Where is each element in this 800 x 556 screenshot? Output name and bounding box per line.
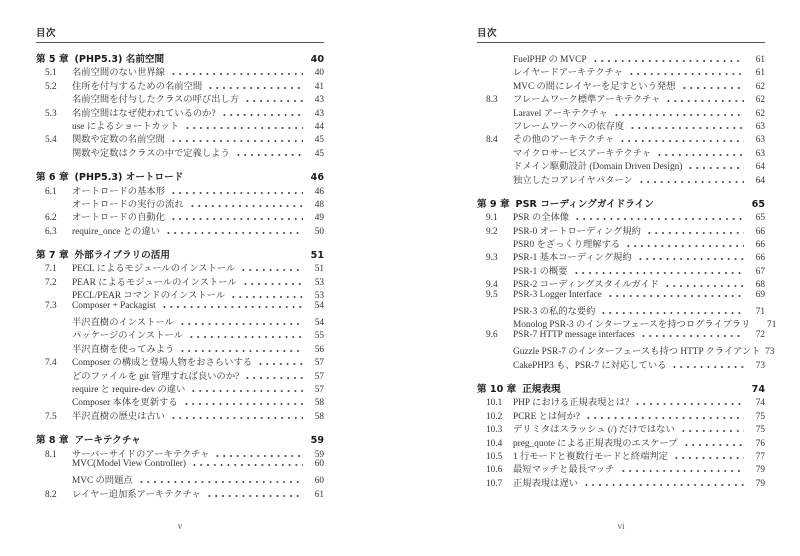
leader-dots bbox=[607, 295, 744, 297]
toc-entry bbox=[36, 408, 324, 421]
entry-chapter-label: 第 10 章 bbox=[477, 383, 517, 395]
entry-title: 独立したコアレイヤパターン bbox=[513, 175, 633, 186]
entry-page-number: 50 bbox=[314, 226, 324, 237]
entry-number: 7.1 bbox=[45, 264, 57, 275]
toc-entry bbox=[477, 236, 765, 249]
toc-entry bbox=[36, 223, 324, 236]
entry-number: 9.6 bbox=[486, 329, 498, 340]
leader-dots bbox=[681, 87, 745, 89]
toc-entry bbox=[36, 472, 324, 485]
entry-title: オートロードの自動化 bbox=[72, 213, 165, 224]
entry-title: PCRE とは何か? bbox=[513, 411, 580, 422]
toc-entry bbox=[477, 172, 765, 185]
leader-dots bbox=[183, 403, 303, 405]
toc-entry bbox=[36, 78, 324, 91]
toc-entry bbox=[477, 330, 765, 343]
leader-dots bbox=[680, 430, 744, 432]
toc-entry bbox=[477, 158, 765, 171]
entry-number: 10.5 bbox=[486, 451, 503, 462]
entry-title: 住所を付与するための名前空間 bbox=[72, 81, 203, 92]
toc-entry bbox=[477, 105, 765, 118]
entry-title: パッケージのインストール bbox=[72, 331, 183, 342]
toc-entry bbox=[36, 381, 324, 394]
toc-entry bbox=[36, 209, 324, 222]
entry-title: ドメイン駆動設計 (Domain Driven Design) bbox=[513, 162, 683, 173]
entry-page-number: 41 bbox=[314, 81, 324, 92]
entry-number: 10.7 bbox=[486, 478, 503, 489]
toc-entry bbox=[36, 446, 324, 459]
toc-entry bbox=[477, 394, 765, 407]
entry-page-number: 65 bbox=[751, 198, 765, 210]
entry-number: 10.2 bbox=[486, 411, 503, 422]
entry-title: FuelPHP の MVCP bbox=[513, 55, 587, 65]
toc-entry bbox=[477, 78, 765, 91]
entry-title: マイクロサービスアーキテクチャ bbox=[513, 148, 652, 159]
leader-dots bbox=[656, 154, 744, 156]
toc-entry bbox=[36, 327, 324, 340]
entry-title: PSR-0 オートローディング規約 bbox=[513, 226, 641, 237]
leader-dots bbox=[179, 323, 303, 325]
leader-dots bbox=[206, 495, 303, 497]
entry-page-number: 53 bbox=[314, 291, 324, 302]
toc-page-right bbox=[400, 0, 800, 556]
entry-title: 名前空間のない世界線 bbox=[72, 68, 165, 79]
entry-title: 名前空間はなぜ使われているのか? bbox=[72, 108, 216, 119]
entry-title: 半沢直樹の歴史は古い bbox=[72, 411, 165, 422]
toc-entry bbox=[36, 64, 324, 77]
toc-entry bbox=[36, 301, 324, 314]
entry-title: どのファイルを git 管理すれば良いのか? bbox=[72, 371, 240, 382]
toc-entry bbox=[477, 448, 765, 461]
toc-entry bbox=[477, 357, 765, 370]
entry-title: レイヤー追加系アーキテクチャ bbox=[72, 489, 201, 500]
toc-entry bbox=[36, 368, 324, 381]
entry-page-number: 79 bbox=[755, 465, 765, 476]
entry-page-number: 60 bbox=[314, 458, 324, 469]
entry-page-number: 66 bbox=[755, 226, 765, 237]
leader-dots bbox=[190, 390, 303, 392]
toc-list-right bbox=[477, 51, 777, 489]
running-head-left: 目次 bbox=[36, 25, 324, 43]
entry-page-number: 54 bbox=[314, 300, 324, 311]
entry-number: 7.3 bbox=[45, 300, 57, 311]
entry-title: require と require-dev の違い bbox=[72, 384, 186, 395]
entry-title: MVC の問題点 bbox=[72, 476, 133, 487]
toc-entry bbox=[477, 435, 765, 448]
toc-entry bbox=[36, 486, 324, 499]
entry-page-number: 40 bbox=[314, 68, 324, 79]
toc-entry bbox=[477, 118, 765, 131]
leader-dots bbox=[664, 285, 744, 287]
leader-dots bbox=[170, 218, 303, 220]
entry-page-number: 63 bbox=[755, 148, 765, 159]
entry-title: preg_quote による正規表現のエスケープ bbox=[513, 438, 678, 449]
entry-page-number: 57 bbox=[314, 384, 324, 395]
entry-chapter-label: 第 6 章 bbox=[36, 172, 69, 184]
toc-chapter-entry bbox=[477, 381, 765, 394]
entry-number: 7.4 bbox=[45, 358, 57, 369]
entry-number: 5.3 bbox=[45, 108, 57, 119]
entry-page-number: 75 bbox=[755, 425, 765, 436]
entry-page-number: 61 bbox=[755, 55, 765, 65]
entry-page-number: 54 bbox=[314, 318, 324, 329]
toc-entry bbox=[36, 341, 324, 354]
leader-dots bbox=[170, 73, 303, 75]
entry-page-number: 66 bbox=[755, 253, 765, 264]
entry-page-number: 57 bbox=[314, 371, 324, 382]
entry-page-number: 45 bbox=[314, 148, 324, 159]
toc-list-left bbox=[36, 51, 324, 499]
entry-page-number: 73 bbox=[755, 360, 765, 371]
toc-entry bbox=[477, 461, 765, 474]
entry-title: require_once との違い bbox=[72, 226, 161, 237]
entry-page-number: 77 bbox=[755, 451, 765, 462]
leader-dots bbox=[207, 87, 303, 89]
entry-title: PECL によるモジュールのインストール bbox=[72, 264, 236, 275]
entry-page-number: 59 bbox=[314, 449, 324, 460]
entry-page-number: 67 bbox=[755, 266, 765, 277]
leader-dots bbox=[646, 232, 744, 234]
entry-page-number: 62 bbox=[755, 95, 765, 106]
entry-number: 9.3 bbox=[486, 253, 498, 264]
entry-title: PSR-3 Logger Interface bbox=[513, 289, 602, 300]
leader-dots bbox=[671, 366, 744, 368]
toc-entry bbox=[36, 131, 324, 144]
entry-number: 8.1 bbox=[45, 449, 57, 460]
leader-dots bbox=[620, 470, 744, 472]
entry-title: CakePHP3 も、PSR-7 に対応している bbox=[513, 360, 667, 371]
entry-page-number: 58 bbox=[314, 411, 324, 422]
toc-entry bbox=[36, 274, 324, 287]
entry-number: 9.1 bbox=[486, 213, 498, 224]
leader-dots bbox=[687, 167, 744, 169]
toc-entry bbox=[36, 287, 324, 300]
entry-page-number: 74 bbox=[751, 383, 765, 395]
entry-page-number: 73 bbox=[765, 347, 775, 358]
entry-number: 6.1 bbox=[45, 186, 57, 197]
entry-title: (PHP5.3) 名前空間 bbox=[74, 54, 165, 65]
entry-number: 9.5 bbox=[486, 289, 498, 300]
leader-dots bbox=[583, 484, 744, 486]
leader-dots bbox=[221, 114, 303, 116]
entry-page-number: 61 bbox=[755, 68, 765, 79]
toc-entry bbox=[36, 354, 324, 367]
entry-number: 8.2 bbox=[45, 489, 57, 500]
entry-title: Composer + Packagist bbox=[72, 300, 156, 311]
leader-dots bbox=[665, 100, 744, 102]
toc-entry bbox=[477, 421, 765, 434]
entry-page-number: 43 bbox=[314, 108, 324, 119]
page-folio-left: v bbox=[177, 521, 183, 531]
entry-title: Monolog PSR-3 のインターフェースを持つログライブラリ bbox=[513, 320, 751, 331]
entry-title: MVC の間にレイヤーを足すという発想 bbox=[513, 81, 676, 92]
entry-page-number: 58 bbox=[314, 398, 324, 409]
entry-title: サーバーサイドのアーキテクチャ bbox=[72, 449, 210, 460]
leader-dots bbox=[165, 232, 303, 234]
entry-number: 6.2 bbox=[45, 213, 57, 224]
entry-page-number: 74 bbox=[755, 398, 765, 409]
entry-page-number: 49 bbox=[314, 213, 324, 224]
entry-page-number: 72 bbox=[755, 329, 765, 340]
entry-title: PSR0 をざっくり理解する bbox=[513, 240, 621, 251]
toc-entry bbox=[36, 183, 324, 196]
leader-dots bbox=[138, 481, 303, 483]
entry-title: 最短マッチと最長マッチ bbox=[513, 465, 615, 476]
entry-chapter-label: 第 9 章 bbox=[477, 198, 510, 210]
entry-page-number: 45 bbox=[314, 135, 324, 146]
entry-number: 7.5 bbox=[45, 411, 57, 422]
entry-page-number: 61 bbox=[314, 489, 324, 500]
toc-entry bbox=[477, 64, 765, 77]
entry-page-number: 44 bbox=[314, 121, 324, 132]
entry-title: 正規表現 bbox=[522, 383, 561, 395]
entry-page-number: 56 bbox=[314, 344, 324, 355]
entry-number: 7.2 bbox=[45, 277, 57, 288]
leader-dots bbox=[170, 417, 303, 419]
entry-title: オートロードの基本形 bbox=[72, 186, 165, 197]
entry-page-number: 43 bbox=[314, 95, 324, 106]
leader-dots bbox=[189, 205, 303, 207]
entry-title: PSR-3 の私的な要約 bbox=[513, 307, 596, 318]
leader-dots bbox=[638, 181, 744, 183]
entry-page-number: 40 bbox=[310, 54, 324, 65]
leader-dots bbox=[240, 269, 303, 271]
entry-title: Composer 本体を更新する bbox=[72, 398, 178, 409]
entry-title: 外部ライブラリの活用 bbox=[74, 250, 170, 262]
entry-title: フレームワークへの依存度 bbox=[513, 121, 625, 132]
entry-page-number: 46 bbox=[314, 186, 324, 197]
running-head-right: 目次 bbox=[477, 25, 765, 43]
leader-dots bbox=[214, 455, 303, 457]
entry-page-number: 68 bbox=[755, 280, 765, 291]
entry-title: 1 行モードと複数行モードと終端判定 bbox=[513, 451, 668, 462]
leader-dots bbox=[188, 336, 303, 338]
toc-entry bbox=[477, 249, 765, 262]
leader-dots bbox=[257, 363, 303, 365]
toc-chapter-entry bbox=[477, 196, 765, 209]
toc-entry bbox=[477, 316, 777, 331]
entry-page-number: 71 bbox=[767, 320, 777, 331]
leader-dots bbox=[244, 377, 303, 379]
entry-title: PSR の全体像 bbox=[513, 213, 570, 224]
leader-dots bbox=[619, 140, 744, 142]
entry-number: 9.4 bbox=[486, 280, 498, 291]
entry-page-number: 69 bbox=[755, 289, 765, 300]
entry-page-number: 57 bbox=[314, 358, 324, 369]
toc-entry bbox=[477, 475, 765, 488]
leader-dots bbox=[235, 154, 303, 156]
entry-page-number: 46 bbox=[310, 172, 324, 184]
entry-page-number: 53 bbox=[314, 277, 324, 288]
entry-title: Composer の構成と登場人物をおさらいする bbox=[72, 358, 252, 369]
entry-chapter-label: 第 5 章 bbox=[36, 54, 69, 65]
entry-page-number: 79 bbox=[755, 478, 765, 489]
toc-entry bbox=[477, 276, 765, 289]
entry-page-number: 51 bbox=[314, 264, 324, 275]
leader-dots bbox=[244, 100, 303, 102]
leader-dots bbox=[628, 73, 744, 75]
entry-page-number: 66 bbox=[755, 240, 765, 251]
entry-title: 半沢直樹のインストール bbox=[72, 318, 174, 329]
entry-page-number: 51 bbox=[310, 250, 324, 262]
entry-title: 正規表現は遅い bbox=[513, 478, 579, 489]
toc-chapter-entry bbox=[36, 51, 324, 64]
leader-dots bbox=[184, 127, 303, 129]
entry-number: 9.2 bbox=[486, 226, 498, 237]
toc-entry bbox=[36, 118, 324, 131]
toc-entry bbox=[36, 314, 324, 327]
leader-dots bbox=[230, 296, 303, 298]
leader-dots bbox=[161, 306, 303, 308]
entry-title: 関数や定数はクラスの中で定義しよう bbox=[72, 148, 230, 159]
entry-page-number: 76 bbox=[755, 438, 765, 449]
entry-number: 10.4 bbox=[486, 438, 503, 449]
entry-title: Laravel アーキテクチャ bbox=[513, 108, 608, 119]
entry-page-number: 71 bbox=[755, 307, 765, 318]
entry-title: PEAR によるモジュールのインストール bbox=[72, 277, 237, 288]
toc-entry bbox=[36, 145, 324, 158]
entry-title: PHP における正規表現とは? bbox=[513, 398, 630, 409]
toc-entry bbox=[36, 91, 324, 104]
entry-page-number: 48 bbox=[314, 199, 324, 210]
toc-entry bbox=[36, 394, 324, 407]
entry-title: Guzzle PSR-7 のインターフェースも持つ HTTP クライアント bbox=[513, 347, 761, 358]
leader-dots bbox=[592, 60, 744, 62]
entry-number: 10.6 bbox=[486, 465, 503, 476]
toc-entry bbox=[477, 209, 765, 222]
leader-dots bbox=[170, 192, 303, 194]
leader-dots bbox=[625, 245, 744, 247]
entry-page-number: 64 bbox=[755, 175, 765, 186]
entry-title: オートロードの実行の流れ bbox=[72, 199, 184, 210]
entry-chapter-label: 第 8 章 bbox=[36, 435, 69, 447]
entry-title: PECL/PEAR コマンドのインストール bbox=[72, 291, 226, 302]
entry-number: 5.1 bbox=[45, 68, 57, 79]
entry-title: フレームワーク標準アーキテクチャ bbox=[513, 95, 661, 106]
entry-number: 6.3 bbox=[45, 226, 57, 237]
leader-dots bbox=[683, 444, 744, 446]
toc-entry bbox=[36, 459, 324, 472]
entry-number: 8.3 bbox=[486, 95, 498, 106]
toc-chapter-entry bbox=[36, 169, 324, 182]
entry-page-number: 63 bbox=[755, 121, 765, 132]
entry-title: デリミタはスラッシュ (/) だけではない bbox=[513, 425, 675, 436]
leader-dots bbox=[573, 272, 744, 274]
entry-title: PSR-1 基本コーディング規約 bbox=[513, 253, 632, 264]
leader-dots bbox=[640, 335, 744, 337]
toc-entry bbox=[477, 51, 765, 64]
entry-page-number: 64 bbox=[755, 162, 765, 173]
entry-title: MVC(Model View Controller) bbox=[72, 458, 186, 469]
toc-entry bbox=[36, 260, 324, 273]
entry-title: 半沢直樹を使ってみよう bbox=[72, 344, 175, 355]
leader-dots bbox=[673, 457, 744, 459]
entry-title: レイヤードアーキテクチャ bbox=[513, 68, 623, 79]
entry-number: 5.4 bbox=[45, 135, 57, 146]
entry-title: その他のアーキテクチャ bbox=[513, 135, 615, 146]
entry-title: 関数や定数の名前空間 bbox=[72, 135, 165, 146]
leader-dots bbox=[179, 350, 303, 352]
toc-entry bbox=[477, 145, 765, 158]
toc-entry bbox=[477, 303, 765, 316]
leader-dots bbox=[242, 283, 303, 285]
entry-title: PSR コーディングガイドライン bbox=[515, 198, 654, 210]
entry-title: (PHP5.3) オートロード bbox=[74, 172, 184, 184]
leader-dots bbox=[629, 127, 744, 129]
leader-dots bbox=[574, 218, 744, 220]
toc-entry bbox=[477, 263, 765, 276]
leader-dots bbox=[170, 140, 303, 142]
entry-number: 10.3 bbox=[486, 425, 503, 436]
entry-chapter-label: 第 7 章 bbox=[36, 250, 69, 262]
entry-page-number: 65 bbox=[755, 213, 765, 224]
entry-page-number: 55 bbox=[314, 331, 324, 342]
entry-title: アーキテクチャ bbox=[74, 435, 141, 447]
leader-dots bbox=[634, 403, 744, 405]
entry-page-number: 62 bbox=[755, 81, 765, 92]
toc-entry bbox=[477, 223, 765, 236]
leader-dots bbox=[585, 417, 744, 419]
toc-entry bbox=[477, 91, 765, 104]
toc-entry bbox=[477, 343, 775, 358]
entry-page-number: 75 bbox=[755, 411, 765, 422]
entry-number: 10.1 bbox=[486, 398, 503, 409]
toc-entry bbox=[36, 105, 324, 118]
toc-entry bbox=[36, 196, 324, 209]
entry-page-number: 59 bbox=[310, 435, 324, 447]
entry-title: use によるショートカット bbox=[72, 121, 180, 132]
entry-page-number: 62 bbox=[755, 108, 765, 119]
toc-chapter-entry bbox=[36, 247, 324, 260]
leader-dots bbox=[637, 258, 744, 260]
toc-entry bbox=[477, 408, 765, 421]
leader-dots bbox=[613, 114, 744, 116]
toc-chapter-entry bbox=[36, 432, 324, 445]
entry-number: 5.2 bbox=[45, 81, 57, 92]
entry-title: PSR-7 HTTP message interfaces bbox=[513, 329, 635, 340]
toc-entry bbox=[477, 290, 765, 303]
page-folio-right: vi bbox=[617, 521, 625, 531]
entry-number: 8.4 bbox=[486, 135, 498, 146]
leader-dots bbox=[600, 312, 744, 314]
toc-entry bbox=[477, 131, 765, 144]
entry-title: PSR-2 コーディングスタイルガイド bbox=[513, 280, 659, 291]
entry-title: PSR-1 の概要 bbox=[513, 266, 568, 277]
entry-page-number: 60 bbox=[314, 476, 324, 487]
entry-page-number: 63 bbox=[755, 135, 765, 146]
entry-title: 名前空間を付与したクラスの呼び出し方 bbox=[72, 95, 240, 106]
leader-dots bbox=[191, 464, 303, 466]
